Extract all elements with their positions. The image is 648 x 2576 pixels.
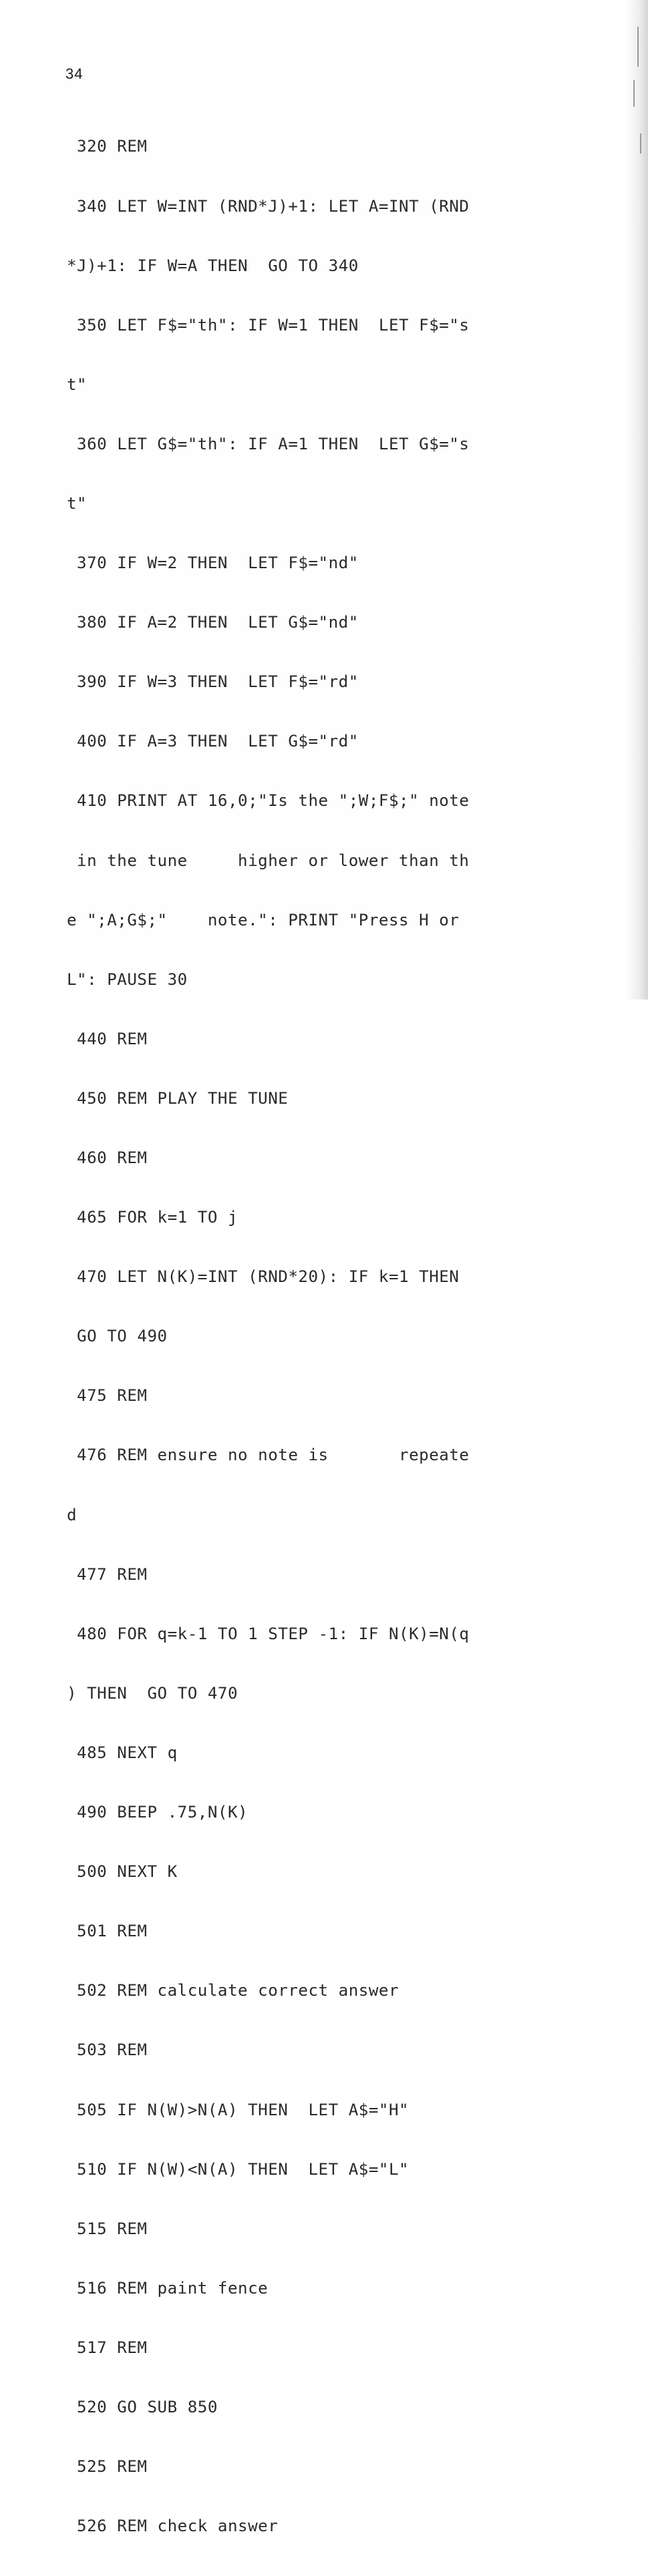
code-line: *J)+1: IF W=A THEN GO TO 340: [67, 256, 359, 275]
code-line: 360 LET G$="th": IF A=1 THEN LET G$="s: [67, 434, 470, 453]
code-line: 390 IF W=3 THEN LET F$="rd": [67, 672, 359, 692]
code-line: 510 IF N(W)<N(A) THEN LET A$="L": [67, 2159, 410, 2179]
code-line: 525 REM: [67, 2457, 148, 2477]
code-line: 380 IF A=2 THEN LET G$="nd": [67, 613, 359, 632]
code-line: 465 FOR k=1 TO j: [67, 1208, 238, 1227]
code-line: t": [67, 375, 88, 394]
code-line: 505 IF N(W)>N(A) THEN LET A$="H": [67, 2100, 410, 2119]
code-line: ) THEN GO TO 470: [67, 1683, 238, 1703]
code-line: 502 REM calculate correct answer: [67, 1981, 399, 2000]
code-line: 517 REM: [67, 2338, 148, 2357]
code-line: 520 GO SUB 850: [67, 2397, 218, 2416]
code-line: 477 REM: [67, 1564, 148, 1584]
code-line: 516 REM paint fence: [67, 2278, 269, 2298]
page-number: 34: [65, 65, 84, 82]
code-line: L": PAUSE 30: [67, 970, 188, 989]
edge-mark: [633, 80, 635, 107]
code-line: 320 REM: [67, 137, 148, 156]
code-line: 410 PRINT AT 16,0;"Is the ";W;F$;" note: [67, 791, 470, 811]
code-line: GO TO 490: [67, 1327, 168, 1346]
code-line: 501 REM: [67, 1922, 148, 1941]
code-line: 515 REM: [67, 2219, 148, 2238]
code-line: 475 REM: [67, 1386, 148, 1406]
page-edge-shadow: [625, 0, 648, 1000]
code-line: 340 LET W=INT (RND*J)+1: LET A=INT (RND: [67, 196, 470, 216]
code-line: 480 FOR q=k-1 TO 1 STEP -1: IF N(K)=N(q: [67, 1624, 470, 1643]
edge-mark: [637, 27, 639, 67]
code-line: 350 LET F$="th": IF W=1 THEN LET F$="s: [67, 315, 470, 335]
code-line: d: [67, 1505, 77, 1524]
code-line: 460 REM: [67, 1148, 148, 1167]
code-line: 526 REM check answer: [67, 2517, 279, 2536]
code-line: 470 LET N(K)=INT (RND*20): IF k=1 THEN: [67, 1267, 460, 1287]
code-line: in the tune higher or lower than th: [67, 851, 470, 870]
code-line: 500 NEXT K: [67, 1862, 178, 1882]
basic-program-listing: [67, 97, 561, 2576]
code-line: 485 NEXT q: [67, 1743, 178, 1762]
code-line: e ";A;G$;" note.": PRINT "Press H or: [67, 910, 460, 929]
code-line: 450 REM PLAY THE TUNE: [67, 1088, 289, 1108]
code-line: 400 IF A=3 THEN LET G$="rd": [67, 732, 359, 751]
code-line: 440 REM: [67, 1029, 148, 1048]
code-line: 490 BEEP .75,N(K): [67, 1803, 249, 1822]
code-line: 503 REM: [67, 2041, 148, 2060]
code-line: t": [67, 493, 88, 513]
code-line: 476 REM ensure no note is repeate: [67, 1446, 470, 1465]
edge-mark: [640, 134, 641, 154]
code-line: 370 IF W=2 THEN LET F$="nd": [67, 554, 359, 573]
